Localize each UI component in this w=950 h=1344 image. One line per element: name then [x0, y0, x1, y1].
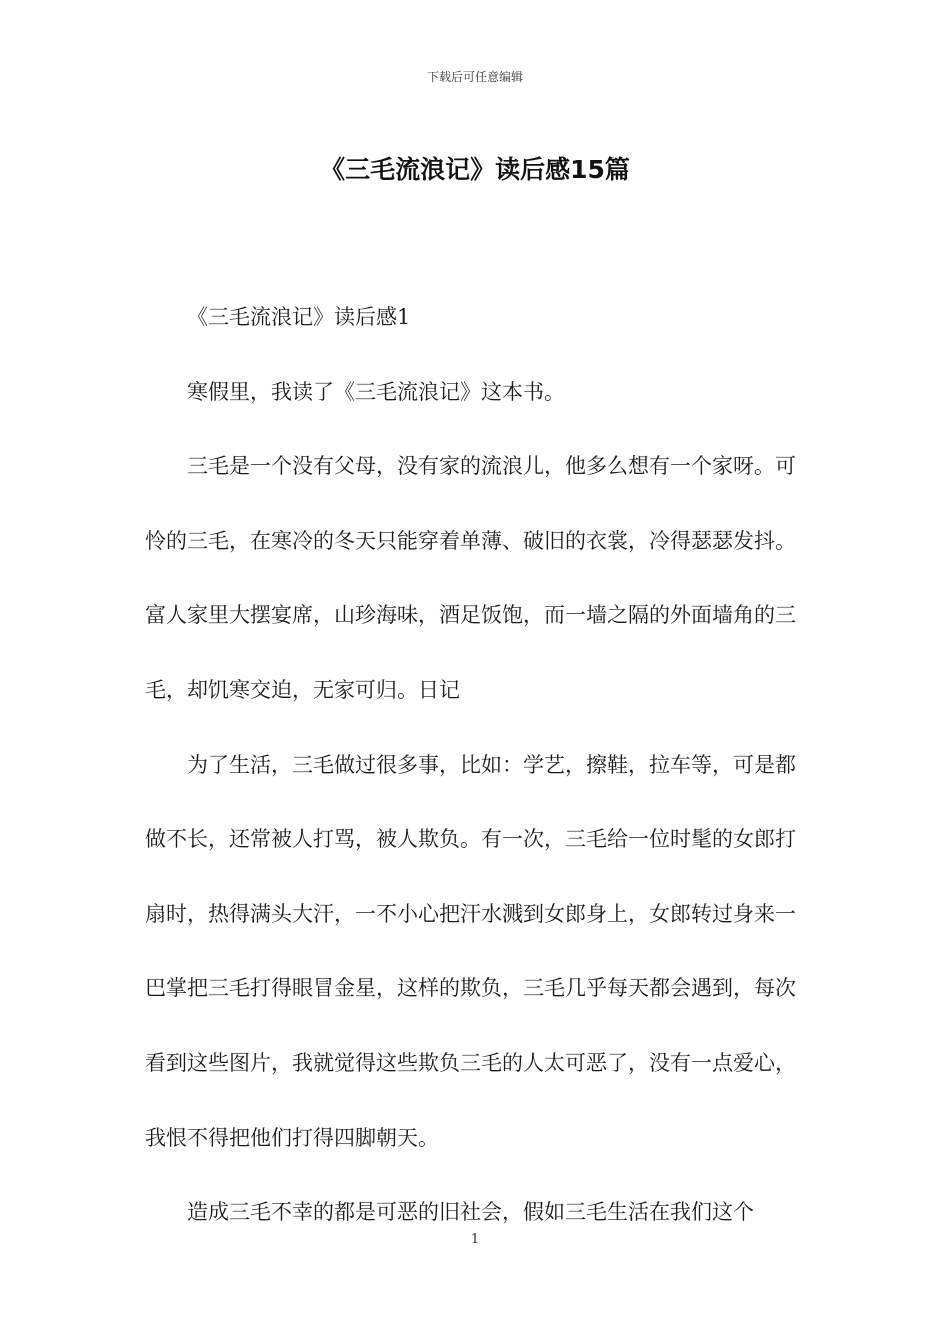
paragraph: 寒假里，我读了《三毛流浪记》这本书。: [187, 379, 565, 404]
document-title: 《三毛流浪记》读后感15篇: [320, 155, 630, 184]
paragraph: 为了生活，三毛做过很多事，比如：学艺，擦鞋，拉车等，可是都做不长，还常被人打骂，被人欺负。有一次，三毛给一位时髦的女郎打扇时，热得满头大汗，一不小心把汗水溅到女郎身上，女郎转过身来一巴掌把三毛打得眼冒金星，这样的欺负，三毛几乎每天都会遇到，每次看到这些图片，我就觉得这些欺负三毛的人太可恶了，没有一点爱心，我恨不得把他们打得四脚朝天。: [145, 752, 796, 1150]
paragraph: 三毛是一个没有父母，没有家的流浪儿，他多么想有一个家呀。可怜的三毛，在寒冷的冬天只能穿着单薄、破旧的衣裳，冷得瑟瑟发抖。富人家里大摆宴席，山珍海味，酒足饭饱，而一墙之隔的外面墙角的三毛，却饥寒交迫，无家可归。日记: [145, 454, 796, 702]
page-number: 1: [470, 1232, 480, 1247]
header-note: 下载后可任意编辑: [426, 70, 523, 84]
section-heading: 《三毛流浪记》读后感1: [187, 305, 411, 329]
paragraph: 造成三毛不幸的都是可恶的旧社会，假如三毛生活在我们这个: [187, 1200, 754, 1225]
document-body: [145, 280, 815, 1250]
